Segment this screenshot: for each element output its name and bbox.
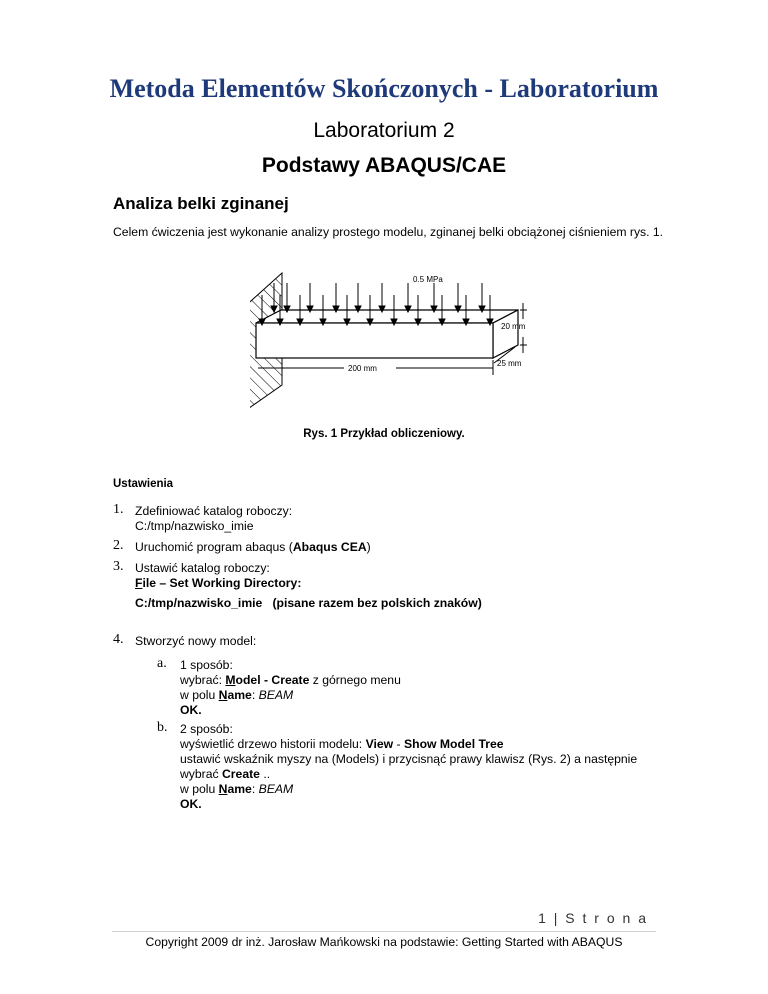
footer-divider [112, 931, 656, 932]
field-name: ame [227, 688, 252, 702]
lab-subtitle: Podstawy ABAQUS/CAE [261, 154, 507, 177]
substep-a-text [180, 658, 401, 718]
model-name: BEAM [258, 782, 294, 796]
text-fragment: wybrać [180, 767, 222, 781]
text-fragment: : [251, 688, 259, 702]
step-number: 1. [113, 502, 124, 517]
menu-path: ile – Set Working Directory: [142, 576, 302, 590]
step-2-app-name: Abaqus CEA [292, 540, 367, 554]
step-3-path-line [135, 596, 482, 611]
ok-text: OK. [180, 703, 202, 717]
substep-b-text [180, 722, 660, 812]
settings-heading: Ustawienia [113, 478, 174, 490]
text-fragment: w polu [180, 688, 219, 702]
step-number: 2. [113, 538, 124, 553]
step-2-post: ) [366, 540, 371, 554]
beam-figure [250, 265, 530, 415]
substep-letter: b. [157, 720, 168, 735]
step-2-pre: Uruchomić program abaqus ( [135, 540, 293, 554]
pressure-label: 0.5 MPa [413, 275, 443, 284]
page-number: 1 | S t r o n a [538, 910, 648, 926]
substep-a-line: 1 sposób: [180, 658, 233, 672]
step-1-path: C:/tmp/nazwisko_imie [135, 519, 254, 533]
substep-a-field [180, 688, 401, 703]
field-mnemonic: N [218, 688, 228, 702]
document-title: Metoda Elementów Skończonych - Laboratorium [109, 74, 659, 103]
intro-paragraph: Celem ćwiczenia jest wykonanie analizy prostego modelu, zginanej belki obciążonej ciśnieniem rys. 1. [113, 225, 664, 239]
step-3-text [135, 561, 482, 611]
step-3-menu [135, 576, 482, 591]
step-3-line: Ustawić katalog roboczy: [135, 561, 270, 575]
menu-mnemonic: M [225, 673, 236, 687]
step-number: 4. [113, 632, 124, 647]
step-1-line: Zdefiniować katalog roboczy: [135, 504, 293, 518]
step-2-text [135, 540, 371, 555]
text-fragment: - [393, 737, 404, 751]
ok-text: OK. [180, 797, 202, 811]
menu-item-view: View [365, 737, 394, 751]
substep-b-line: 2 sposób: [180, 722, 233, 736]
text-fragment: : [251, 782, 259, 796]
substep-b-view [180, 737, 660, 752]
copyright-notice: Copyright 2009 dr inż. Jarosław Mańkowski na podstawie: Getting Started with ABAQUS [145, 935, 623, 949]
length-label: 200 mm [348, 364, 377, 373]
depth-label: 25 mm [497, 359, 522, 368]
text-fragment: z górnego menu [309, 673, 401, 687]
lab-number: Laboratorium 2 [313, 119, 455, 142]
beam-front-face [256, 323, 493, 358]
height-label: 20 mm [501, 322, 526, 331]
menu-item-show-model-tree: Show Model Tree [404, 737, 504, 751]
text-fragment: wybrać: [180, 673, 226, 687]
model-name: BEAM [258, 688, 294, 702]
step-number: 3. [113, 559, 124, 574]
menu-mnemonic: F [135, 576, 143, 590]
text-fragment: .. [259, 767, 271, 781]
figure-caption: Rys. 1 Przykład obliczeniowy. [303, 428, 465, 440]
step-3-note: (pisane razem bez polskich znaków) [272, 596, 482, 610]
substep-b-mouse: ustawić wskaźnik myszy na (Models) i przycisnąć prawy klawisz (Rys. 2) a następnie [180, 752, 638, 766]
text-fragment: w polu [180, 782, 219, 796]
beam-top-face [256, 310, 518, 323]
field-mnemonic: N [218, 782, 228, 796]
field-name: ame [227, 782, 252, 796]
working-directory: C:/tmp/nazwisko_imie [135, 596, 263, 610]
step-4-text: Stworzyć nowy model: [135, 634, 257, 648]
substep-b-choose [180, 767, 660, 782]
substep-letter: a. [157, 656, 167, 671]
text-fragment: wyświetlić drzewo historii modelu: [180, 737, 366, 751]
section-heading: Analiza belki zginanej [113, 194, 289, 213]
menu-item-create: Create [222, 767, 260, 781]
step-1-text [135, 504, 292, 534]
substep-a-pick [180, 673, 401, 688]
substep-b-field [180, 782, 660, 797]
menu-item-model-create: odel - Create [235, 673, 310, 687]
